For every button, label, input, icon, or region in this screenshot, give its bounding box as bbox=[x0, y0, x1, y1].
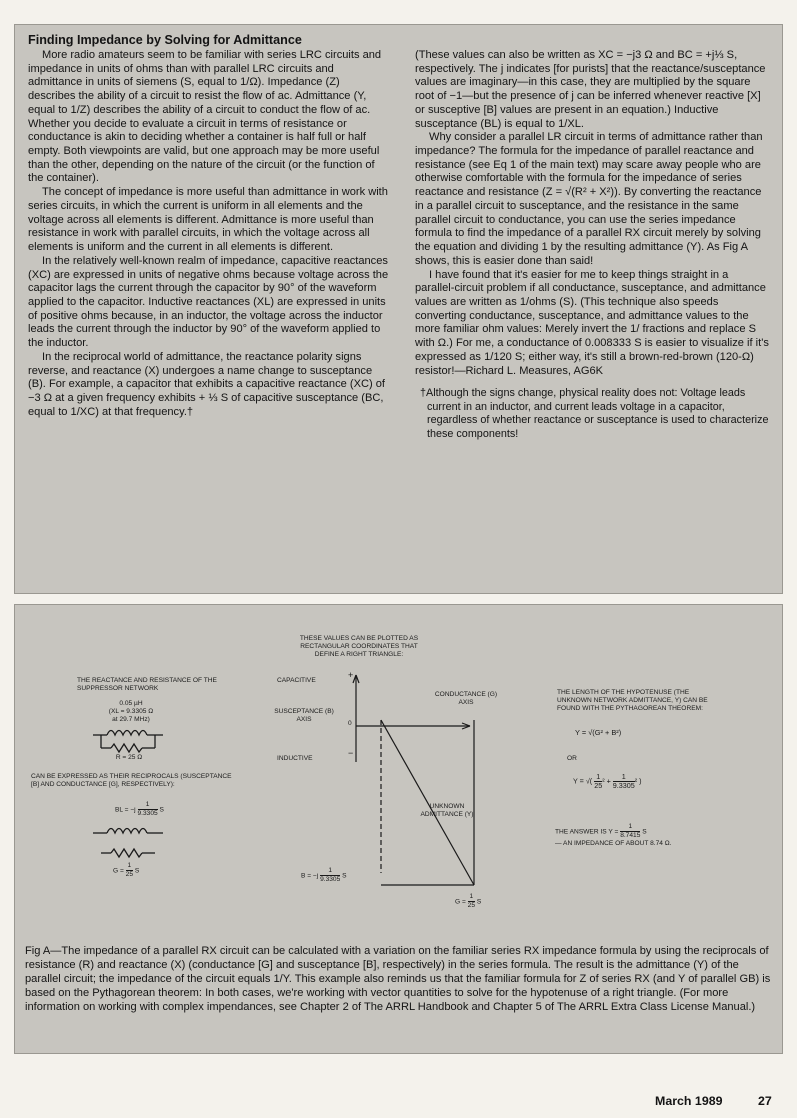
b-label: BL = −j bbox=[115, 806, 136, 814]
sidebar-title: Finding Impedance by Solving for Admittance bbox=[28, 33, 302, 47]
answer-unit: S bbox=[642, 828, 647, 836]
formula-2-lead: Y = bbox=[573, 776, 584, 786]
paragraph: (These values can also be written as XC = −j3 Ω and BC = +j⅓ S, respectively. The j indicates [for purists] that the reactance/susceptance values are imaginary—in this case, they are multiplied by the square root of −1—but the presence of j can be inferred whenever reactive [X] or susceptive [B] values are present in an equation.) Inductive susceptance (BL) is equal to 1/XL. bbox=[415, 49, 766, 130]
g-denominator: 25 bbox=[125, 871, 133, 878]
figure-caption: Fig A—The impedance of a parallel RX circuit can be calculated with a variation on the familiar series RX impedance formula by using the reciprocals of resistance (R) and reactance (X) (conductance [G] and susceptance [B], respectively) in the series formula. The result is the admittance (Y) of the parallel circuit; the impedance of the circuit equals 1/Y. This example also reminds us that the familiar formula for Z of series RX (and Y of parallel GB) is based on the Pythagorean theorem: In both cases, we're working with vector quantities to solve for the hypotenuse of a right triangle. (For more information on working with complex impendances, see Chapter 2 of The ARRL Handbook and Chapter 5 of The ARRL Extra Class License Manual.) bbox=[25, 945, 771, 1013]
b-point-label: B = −j bbox=[301, 872, 319, 880]
answer-tail: — AN IMPEDANCE OF ABOUT 8.74 Ω. bbox=[555, 840, 672, 847]
formula-2-denominator-1: 25 bbox=[594, 781, 603, 790]
answer-numerator: 1 bbox=[620, 823, 640, 832]
conductance-resistor-symbol bbox=[101, 849, 155, 857]
paragraph: In the relatively well-known realm of impedance, capacitive reactances (XC) are expressed in units of negative ohms because voltage across the capacitor lags the current through the capacitor by 90° of the waveform applied to the capacitor. Inductive reactances (XL) are expressed in units of positive ohms because, in an inductor, the voltage across the inductor leads the current through the inductor by 90° of the waveform applied to the inductor. bbox=[28, 254, 389, 350]
b-point-denominator: 9.3305 bbox=[320, 876, 341, 883]
page-number: 27 bbox=[758, 1094, 772, 1108]
capacitive-label: CAPACITIVE bbox=[277, 677, 316, 684]
plot-title: THESE VALUES CAN BE PLOTTED AS RECTANGULAR COORDINATES THAT DEFINE A RIGHT TRIANGLE: bbox=[299, 635, 419, 658]
issue-date: March 1989 bbox=[655, 1094, 723, 1108]
formula-2-numerator-2: 1 bbox=[613, 773, 635, 782]
formula-2: Y = √( $\frac{1}{25}$ ² + $\frac{1}{9.3305}$ ² ) bbox=[573, 772, 642, 790]
b-point-numerator: 1 bbox=[320, 867, 340, 876]
figure-diagram bbox=[15, 605, 784, 943]
inductor-value: 0.05 µH bbox=[119, 700, 143, 707]
footnote: †Although the signs change, physical reality does not: Voltage leads current in an inductor, and current leads voltage in a capacitor, regardless of whether reactance or susceptance is used to characterize these components! bbox=[420, 387, 769, 440]
plus-sign: + bbox=[348, 670, 354, 680]
formula-2-denominator-2: 9.3305 bbox=[612, 781, 635, 790]
inductive-label: INDUCTIVE bbox=[277, 755, 313, 762]
reactance-title: THE REACTANCE AND RESISTANCE OF THE SUPPRESSOR NETWORK bbox=[77, 677, 217, 692]
inductor-frequency: at 29.7 MHz) bbox=[112, 716, 150, 723]
g-point-label: G = bbox=[455, 898, 466, 906]
conductance-axis-label: CONDUCTANCE (G) AXIS bbox=[434, 691, 498, 706]
coordinate-axes bbox=[353, 675, 470, 762]
g-point-denominator: 25 bbox=[467, 902, 475, 909]
minus-sign: − bbox=[348, 748, 354, 758]
b-expression bbox=[115, 801, 205, 818]
b-numerator: 1 bbox=[138, 801, 158, 810]
formula-2-numerator-1: 1 bbox=[596, 772, 601, 781]
or-label: OR bbox=[567, 755, 577, 762]
paragraph: More radio amateurs seem to be familiar with series LRC circuits and impedance in units of ohms than with parallel LRC circuits and admittance in units of siemens (S, equal to 1/Ω). Impedance (Z) describes the ability of a circuit to resist the flow of ac. Admittance (Y, equal to 1/Z) describes the ability of a circuit to conduct the flow of ac. Whether you decide to evaluate a circuit in terms of resistance or conductance is akin to deciding whether a container is half full or half empty. Both viewpoints are valid, but one approach may be more useful than the other, depending on the nature of the circuit (or the function of the container). bbox=[28, 49, 382, 185]
answer-line bbox=[555, 823, 725, 848]
b-point-expression bbox=[301, 867, 383, 884]
b-denominator: 9.3305 bbox=[137, 810, 158, 817]
g-expression bbox=[113, 862, 183, 879]
g-numerator: 1 bbox=[127, 862, 132, 869]
answer-denominator: 8.7415 bbox=[620, 832, 641, 839]
paragraph: In the reciprocal world of admittance, the reactance polarity signs reverse, and reactance (X) undergoes a name change to susceptance (B). For example, a capacitor that exhibits a capacitive reactance (XC) of −3 Ω at a given frequency exhibits + ⅓ S of capacitive susceptance (BC, equal to 1/XC) at that frequency.† bbox=[28, 350, 386, 418]
left-column bbox=[28, 49, 390, 419]
formula-1: Y = √(G² + B²) bbox=[575, 728, 622, 737]
paragraph: I have found that it's easier for me to keep things straight in a parallel-circuit problem if all conductance, susceptance, and admittance values are written as 1/ohms (S). (This technique also speeds converting conductance, susceptance, and admittance values to the more familiar ohm values: Merely invert the 1/ fractions and replace S with Ω.) For me, a conductance of 0.008333 S is easier to visualize if it's expressed as 1/120 S; either way, it's still a brown-red-brown (120-Ω) resistor!—Richard L. Measures, AG6K bbox=[415, 268, 769, 377]
resistor-symbol bbox=[101, 735, 155, 752]
figure-box bbox=[14, 604, 783, 1054]
g-point-numerator: 1 bbox=[469, 893, 474, 900]
sidebar-columns bbox=[28, 49, 768, 589]
susceptance-axis-label: SUSCEPTANCE (B) AXIS bbox=[274, 708, 334, 723]
paragraph: Why consider a parallel LR circuit in terms of admittance rather than impedance? The formula for the impedance of parallel reactance and resistance (see Eq 1 of the main text) may scare away people who are otherwise comfortable with the formula for the impedance of series reactance and resistance (Z = √(R² + X²)). By converting the reactance in a parallel circuit to susceptance, and the resistance in the same parallel circuit to conductance, you can use the series impedance formula to find the impedance of a parallel RX circuit merely by solving the equation and dividing 1 by the resulting admittance (Y). As Fig A shows, this is easier done than said! bbox=[415, 131, 763, 267]
resistor-value: R = 25 Ω bbox=[115, 754, 143, 761]
b-point-unit: S bbox=[342, 872, 347, 880]
inductor-reactance: (XL = 9.3305 Ω bbox=[108, 708, 154, 715]
reciprocal-title: CAN BE EXPRESSED AS THEIR RECIPROCALS (SUSCEPTANCE [B] AND CONDUCTANCE [G], RESPECTIVELY): bbox=[31, 773, 232, 788]
b-unit: S bbox=[159, 806, 164, 814]
susceptance-inductor-symbol bbox=[93, 829, 163, 834]
paragraph: The concept of impedance is more useful than admittance in work with series circuits, in which the current is uniform in all elements and the voltage across all elements is different. Admittance is more useful than resistance in work with parallel circuits, in which the voltage across all elements is uniform and the current in all elements is different. bbox=[28, 186, 388, 254]
sidebar-box bbox=[14, 24, 783, 594]
g-point-unit: S bbox=[476, 898, 482, 906]
g-unit: S bbox=[134, 867, 140, 875]
unknown-admittance-label: UNKNOWN ADMITTANCE (Y) bbox=[420, 803, 474, 818]
g-point-expression bbox=[455, 893, 515, 910]
inductor-symbol bbox=[93, 731, 163, 736]
origin-label: 0 bbox=[348, 720, 352, 727]
g-label: G = bbox=[113, 867, 124, 875]
hypotenuse-title: THE LENGTH OF THE HYPOTENUSE (THE UNKNOWN NETWORK ADMITTANCE, Y) CAN BE FOUND WITH THE PYTHAGOREAN THEOREM: bbox=[557, 689, 708, 712]
right-column bbox=[415, 49, 770, 441]
answer-lead: THE ANSWER IS Y = bbox=[555, 828, 619, 836]
